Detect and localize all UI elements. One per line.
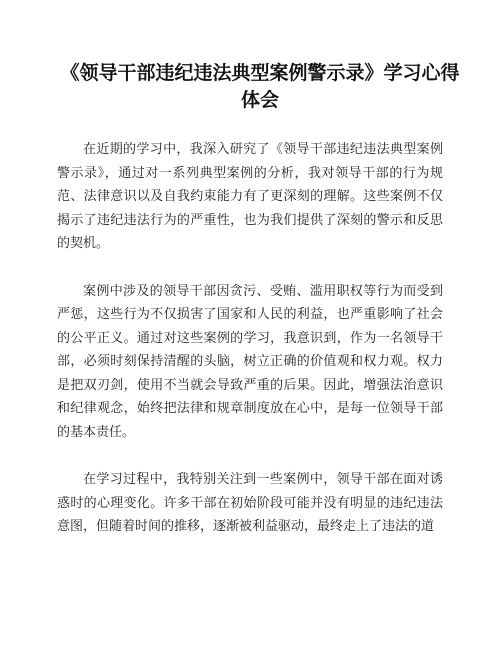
paragraph-2: 案例中涉及的领导干部因贪污、受贿、滥用职权等行为而受到严惩，这些行为不仅损害了国家和人民的利益，也严重影响了社会的公平正义。通过对这些案例的学习，我意识到，作为一名领导干部，必须时刻保持清醒的头脑，树立正确的价值观和权力观。权力是把双刃剑，使用不当就会导致严重的后果。因此，增强法治意识和纪律观念，始终把法律和规章制度放在心中，是每一位领导干部的基本责任。: [57, 283, 443, 440]
document-body: [57, 138, 443, 563]
paragraph-3: 在学习过程中，我特别关注到一些案例中，领导干部在面对诱惑时的心理变化。许多干部在初始阶段可能并没有明显的违纪违法意图，但随着时间的推移，逐渐被利益驱动，最终走上了违法的道: [57, 472, 443, 534]
paragraph-1: 在近期的学习中，我深入研究了《领导干部违纪违法典型案例警示录》，通过对一系列典型案例的分析，我对领导干部的行为规范、法律意识以及自我约束能力有了更深刻的理解。这些案例不仅揭示了违纪违法行为的严重性，也为我们提供了深刻的警示和反思的契机。: [57, 142, 443, 251]
document-title: 《领导干部违纪违法典型案例警示录》学习心得体会: [60, 62, 460, 111]
